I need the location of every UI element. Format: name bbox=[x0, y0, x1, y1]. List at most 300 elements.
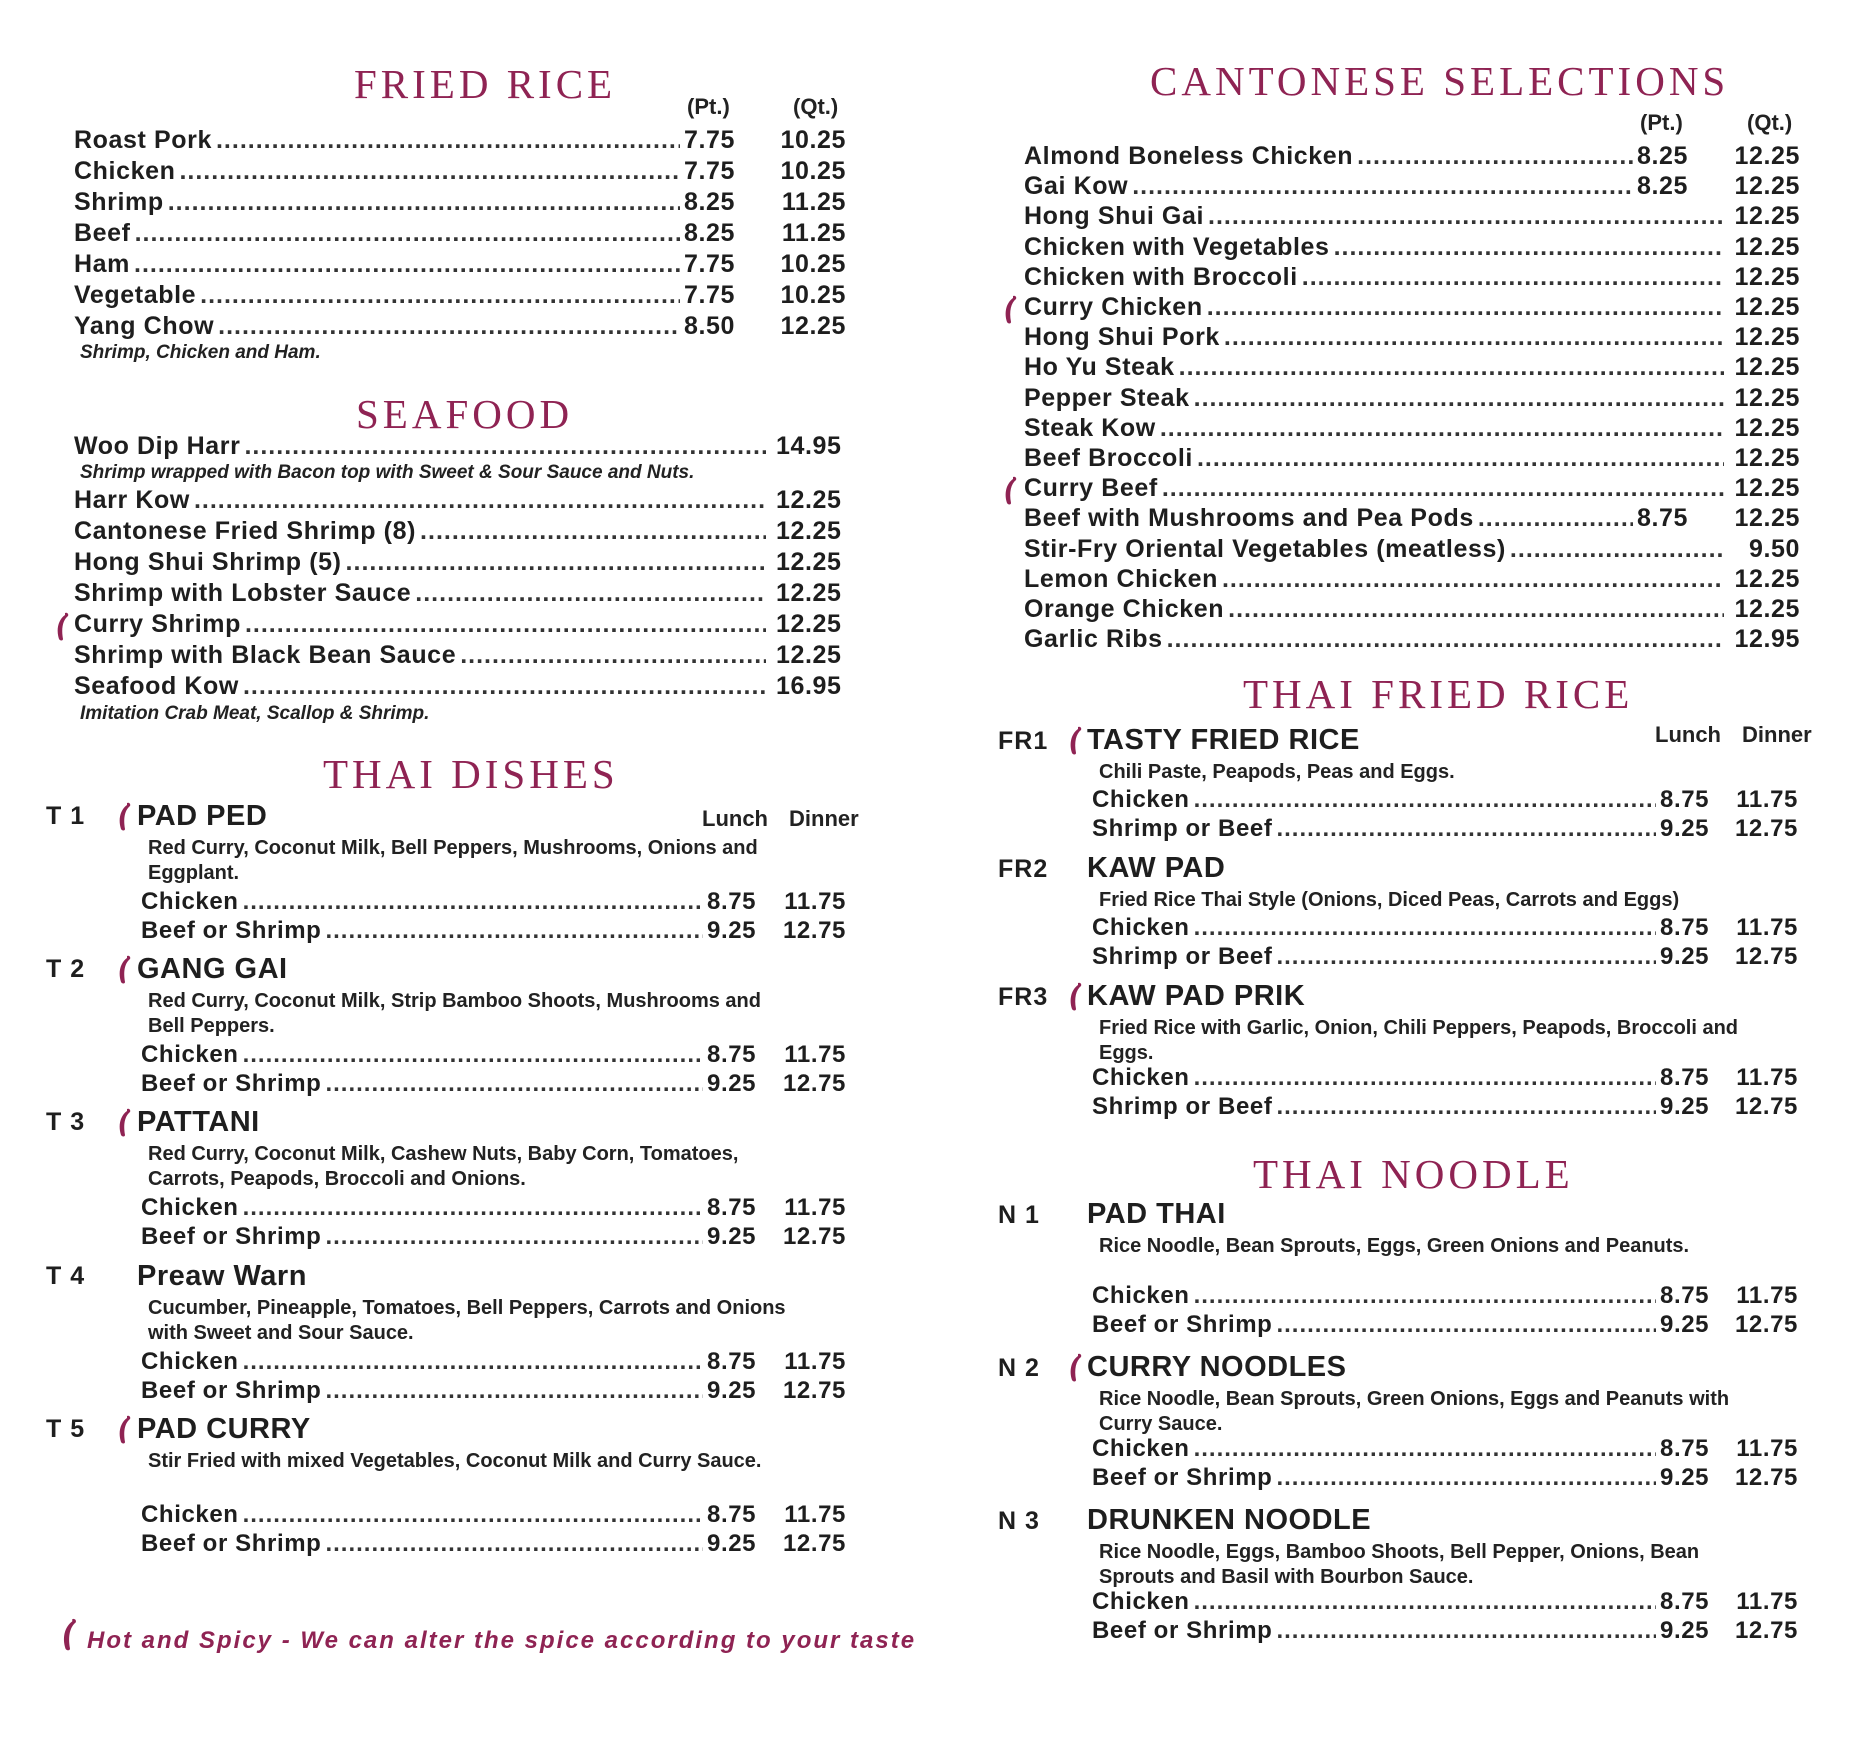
item-name: Beef or Shrimp bbox=[141, 1223, 322, 1250]
price-small: 8.75 bbox=[1660, 1282, 1710, 1309]
price-large: 12.75 bbox=[1734, 943, 1798, 970]
menu-row bbox=[1092, 1093, 1660, 1123]
item-name: Chicken bbox=[141, 1501, 239, 1528]
price-large: 12.75 bbox=[1734, 815, 1798, 842]
menu-row bbox=[1024, 202, 1728, 232]
item-name: Chicken bbox=[1092, 1435, 1190, 1462]
price-large: 11.75 bbox=[1736, 914, 1798, 941]
dot-leader bbox=[1510, 535, 1724, 564]
dish-description: Fried Rice with Garlic, Onion, Chili Peppers, Peapods, Broccoli and Eggs. bbox=[1099, 1017, 1739, 1064]
item-name: Hong Shui Pork bbox=[1024, 323, 1220, 352]
menu-row bbox=[74, 610, 770, 640]
item-name: Beef or Shrimp bbox=[1092, 1311, 1273, 1338]
price-large: 14.95 bbox=[776, 432, 842, 460]
item-name: Hong Shui Gai bbox=[1024, 202, 1205, 231]
price-large: 11.75 bbox=[784, 1501, 846, 1528]
price-large: 12.25 bbox=[1734, 262, 1800, 291]
dot-leader bbox=[1208, 202, 1724, 231]
dot-leader bbox=[1194, 1588, 1656, 1616]
menu-row bbox=[1024, 293, 1728, 323]
pepper-icon bbox=[1004, 476, 1018, 506]
menu-row bbox=[1024, 625, 1728, 655]
menu-row bbox=[74, 579, 770, 609]
item-name: Chicken bbox=[141, 1194, 239, 1221]
menu-row bbox=[74, 281, 684, 311]
item-name: Beef or Shrimp bbox=[141, 1070, 322, 1097]
dot-leader bbox=[1276, 1093, 1656, 1121]
pepper-icon bbox=[62, 1618, 78, 1652]
price-small: 9.25 bbox=[1660, 1464, 1710, 1491]
menu-row bbox=[141, 1348, 707, 1378]
dinner-header: Dinner bbox=[789, 806, 859, 831]
pepper-icon bbox=[1069, 982, 1083, 1012]
dish-code: FR3 bbox=[998, 983, 1049, 1011]
menu-row bbox=[1024, 263, 1728, 293]
price-large: 12.75 bbox=[782, 1070, 846, 1097]
dish-code: N 1 bbox=[998, 1201, 1040, 1229]
price-large: 12.25 bbox=[1734, 293, 1800, 321]
dish-code: FR1 bbox=[998, 727, 1049, 755]
menu-row bbox=[74, 250, 684, 280]
dot-leader bbox=[243, 1194, 703, 1222]
price-small: 8.50 bbox=[684, 312, 736, 340]
dot-leader bbox=[1194, 1435, 1656, 1463]
thai-fried-rice-title: THAI FRIED RICE bbox=[1243, 671, 1634, 717]
price-large: 12.25 bbox=[1734, 142, 1800, 170]
lunch-header-right: Lunch bbox=[1655, 722, 1721, 747]
dish-name: CURRY NOODLES bbox=[1087, 1351, 1347, 1383]
price-small: 8.75 bbox=[707, 1501, 757, 1528]
quart-header-right: (Qt.) bbox=[1747, 110, 1793, 135]
item-name: Beef with Mushrooms and Pea Pods bbox=[1024, 504, 1474, 533]
price-small: 9.25 bbox=[707, 1530, 757, 1557]
dish-name: KAW PAD bbox=[1087, 852, 1226, 884]
item-name: Beef or Shrimp bbox=[141, 1377, 322, 1404]
dot-leader bbox=[1207, 293, 1724, 322]
dot-leader bbox=[420, 517, 766, 546]
dot-leader bbox=[1334, 233, 1724, 262]
menu-row bbox=[1024, 565, 1728, 595]
menu-row bbox=[1092, 1588, 1660, 1618]
dot-leader bbox=[244, 432, 766, 461]
dot-leader bbox=[168, 188, 680, 217]
item-name: Chicken bbox=[74, 157, 176, 185]
dish-name: Preaw Warn bbox=[137, 1260, 307, 1292]
price-large: 10.25 bbox=[780, 126, 846, 154]
menu-row bbox=[1024, 353, 1728, 383]
item-name: Chicken bbox=[141, 1041, 239, 1068]
price-large: 12.75 bbox=[1734, 1617, 1798, 1644]
item-name: Roast Pork bbox=[74, 126, 212, 154]
dot-leader bbox=[218, 312, 680, 341]
dish-name: PAD PED bbox=[137, 800, 268, 832]
dot-leader bbox=[1276, 943, 1656, 971]
price-small: 7.75 bbox=[684, 157, 736, 185]
dish-name: KAW PAD PRIK bbox=[1087, 980, 1306, 1012]
menu-row bbox=[74, 641, 770, 671]
dish-name: GANG GAI bbox=[137, 953, 288, 985]
dot-leader bbox=[1276, 1311, 1656, 1339]
item-name: Shrimp with Black Bean Sauce bbox=[74, 641, 457, 669]
pepper-icon bbox=[118, 1415, 132, 1445]
price-large: 12.25 bbox=[776, 641, 842, 669]
item-name: Ho Yu Steak bbox=[1024, 353, 1175, 382]
dot-leader bbox=[1160, 414, 1724, 443]
dot-leader bbox=[1194, 1282, 1656, 1310]
dinner-header-right: Dinner bbox=[1742, 722, 1812, 747]
dot-leader bbox=[1162, 474, 1724, 503]
price-small: 9.25 bbox=[707, 1377, 757, 1404]
dot-leader bbox=[179, 157, 680, 186]
menu-row bbox=[1092, 1464, 1660, 1494]
item-name: Vegetable bbox=[74, 281, 197, 309]
price-small: 7.75 bbox=[684, 250, 736, 278]
price-large: 12.75 bbox=[782, 1377, 846, 1404]
menu-row bbox=[74, 126, 684, 156]
menu-row bbox=[1092, 1282, 1660, 1312]
dish-description: Cucumber, Pineapple, Tomatoes, Bell Peppers, Carrots and Onions with Sweet and Sour Sauce. bbox=[148, 1297, 786, 1344]
price-large: 11.75 bbox=[1736, 1588, 1798, 1615]
price-small: 9.25 bbox=[1660, 943, 1710, 970]
item-name: Chicken with Vegetables bbox=[1024, 232, 1330, 261]
dish-description: Fried Rice Thai Style (Onions, Diced Peas, Carrots and Eggs) bbox=[1099, 889, 1680, 911]
price-small: 8.25 bbox=[1637, 142, 1689, 170]
pepper-icon bbox=[1004, 295, 1018, 325]
price-small: 7.75 bbox=[684, 126, 736, 154]
dot-leader bbox=[1228, 595, 1724, 624]
spicy-legend: Hot and Spicy - We can alter the spice according to your taste bbox=[87, 1627, 917, 1654]
pepper-icon bbox=[118, 802, 132, 832]
menu-row bbox=[74, 157, 684, 187]
item-name: Yang Chow bbox=[74, 312, 215, 340]
dot-leader bbox=[243, 672, 766, 701]
yang-chow-note: Shrimp, Chicken and Ham. bbox=[80, 342, 321, 363]
price-small: 8.75 bbox=[1660, 1435, 1710, 1462]
pint-header: (Pt.) bbox=[687, 94, 730, 119]
price-large: 10.25 bbox=[780, 281, 846, 309]
menu-row bbox=[1024, 233, 1728, 263]
price-small: 8.25 bbox=[684, 188, 736, 216]
item-name: Shrimp or Beef bbox=[1092, 815, 1273, 842]
dish-code: T 4 bbox=[46, 1262, 86, 1290]
dish-description: Red Curry, Coconut Milk, Strip Bamboo Shoots, Mushrooms and Bell Peppers. bbox=[148, 990, 761, 1037]
pepper-icon bbox=[56, 612, 70, 642]
price-small: 9.25 bbox=[707, 1070, 757, 1097]
price-large: 11.25 bbox=[781, 219, 846, 247]
menu-row bbox=[141, 1194, 707, 1224]
menu-row bbox=[1092, 914, 1660, 944]
item-name: Chicken bbox=[1092, 1282, 1190, 1309]
item-name: Shrimp bbox=[74, 188, 164, 216]
dish-code: N 2 bbox=[998, 1354, 1040, 1382]
price-small: 8.75 bbox=[707, 1194, 757, 1221]
dot-leader bbox=[1194, 914, 1656, 942]
item-name: Curry Shrimp bbox=[74, 610, 241, 638]
price-large: 9.50 bbox=[1748, 534, 1800, 563]
price-small: 8.75 bbox=[1660, 786, 1710, 813]
price-large: 12.95 bbox=[1734, 625, 1800, 654]
item-name: Beef or Shrimp bbox=[1092, 1464, 1273, 1491]
price-small: 9.25 bbox=[1660, 1617, 1710, 1644]
dish-code: T 3 bbox=[46, 1108, 86, 1136]
dish-description: Stir Fried with mixed Vegetables, Coconut Milk and Curry Sauce. bbox=[148, 1450, 762, 1472]
item-name: Beef or Shrimp bbox=[1092, 1617, 1273, 1644]
price-small: 9.25 bbox=[1660, 1311, 1710, 1338]
menu-row bbox=[1092, 815, 1660, 845]
item-name: Gai Kow bbox=[1024, 172, 1129, 201]
dot-leader bbox=[194, 486, 766, 515]
menu-row bbox=[141, 1530, 707, 1560]
menu-row bbox=[141, 1377, 707, 1407]
dish-description: Rice Noodle, Eggs, Bamboo Shoots, Bell Pepper, Onions, Bean Sprouts and Basil with Bourbon Sauce. bbox=[1099, 1541, 1700, 1588]
item-name: Stir-Fry Oriental Vegetables (meatless) bbox=[1024, 534, 1506, 563]
dot-leader bbox=[1276, 1617, 1656, 1645]
price-small: 8.75 bbox=[1660, 1064, 1710, 1091]
menu-row bbox=[141, 1070, 707, 1100]
pint-header-right: (Pt.) bbox=[1640, 110, 1683, 135]
menu-row bbox=[141, 1501, 707, 1531]
price-large: 12.25 bbox=[776, 579, 842, 607]
menu-row bbox=[1024, 142, 1637, 172]
item-name: Shrimp or Beef bbox=[1092, 943, 1273, 970]
item-name: Beef bbox=[74, 219, 131, 247]
item-name: Seafood Kow bbox=[74, 672, 239, 700]
price-large: 10.25 bbox=[780, 250, 846, 278]
item-name: Steak Kow bbox=[1024, 413, 1156, 442]
menu-row bbox=[74, 486, 770, 516]
dot-leader bbox=[415, 579, 766, 608]
item-name: Chicken with Broccoli bbox=[1024, 262, 1298, 291]
price-large: 12.75 bbox=[1734, 1311, 1798, 1338]
item-name: Harr Kow bbox=[74, 486, 190, 514]
dish-name: DRUNKEN NOODLE bbox=[1087, 1504, 1372, 1536]
menu-row bbox=[74, 219, 684, 249]
dot-leader bbox=[134, 250, 680, 279]
menu-row bbox=[1024, 444, 1728, 474]
price-large: 12.25 bbox=[776, 610, 842, 638]
dot-leader bbox=[325, 917, 703, 945]
item-name: Chicken bbox=[141, 1348, 239, 1375]
pepper-icon bbox=[118, 1108, 132, 1138]
dot-leader bbox=[1194, 786, 1656, 814]
price-large: 12.25 bbox=[1734, 444, 1800, 472]
dish-description: Red Curry, Coconut Milk, Bell Peppers, Mushrooms, Onions and Eggplant. bbox=[148, 837, 758, 884]
price-large: 12.75 bbox=[1734, 1464, 1798, 1491]
price-small: 7.75 bbox=[684, 281, 736, 309]
price-large: 12.25 bbox=[1734, 504, 1800, 533]
dish-name: TASTY FRIED RICE bbox=[1087, 724, 1360, 756]
item-name: Ham bbox=[74, 250, 130, 278]
menu-row bbox=[1024, 504, 1637, 534]
price-small: 8.25 bbox=[1637, 172, 1689, 201]
item-name: Chicken bbox=[1092, 914, 1190, 941]
dish-code: N 3 bbox=[998, 1507, 1040, 1535]
menu-row bbox=[74, 188, 684, 218]
dish-code: T 5 bbox=[46, 1415, 86, 1443]
item-name: Beef Broccoli bbox=[1024, 444, 1193, 472]
price-small: 9.25 bbox=[1660, 815, 1710, 842]
dot-leader bbox=[243, 888, 703, 916]
price-large: 11.75 bbox=[1736, 1282, 1798, 1309]
price-large: 12.25 bbox=[780, 312, 846, 340]
dish-code: T 2 bbox=[46, 955, 86, 983]
dot-leader bbox=[1222, 565, 1724, 594]
pepper-icon bbox=[1069, 726, 1083, 756]
price-large: 11.75 bbox=[1736, 786, 1798, 813]
quart-header: (Qt.) bbox=[793, 94, 839, 119]
price-large: 12.75 bbox=[782, 1223, 846, 1250]
dot-leader bbox=[325, 1377, 703, 1405]
item-name: Lemon Chicken bbox=[1024, 564, 1218, 593]
dot-leader bbox=[216, 126, 680, 155]
dot-leader bbox=[346, 548, 766, 577]
pepper-icon bbox=[118, 955, 132, 985]
price-large: 12.25 bbox=[1734, 232, 1800, 261]
menu-row bbox=[74, 548, 770, 578]
fried-rice-title: FRIED RICE bbox=[354, 61, 617, 107]
dot-leader bbox=[243, 1348, 703, 1376]
menu-row bbox=[1092, 1617, 1660, 1647]
thai-dishes-title: THAI DISHES bbox=[323, 751, 619, 797]
dish-description: Chili Paste, Peapods, Peas and Eggs. bbox=[1099, 761, 1455, 783]
menu-row bbox=[141, 888, 707, 918]
seafood-kow-note: Imitation Crab Meat, Scallop & Shrimp. bbox=[80, 703, 430, 724]
price-small: 9.25 bbox=[1660, 1093, 1710, 1120]
menu-row bbox=[1024, 323, 1728, 353]
price-small: 8.25 bbox=[684, 219, 736, 247]
price-small: 8.75 bbox=[1660, 914, 1710, 941]
menu-row bbox=[141, 917, 707, 947]
price-large: 11.75 bbox=[784, 888, 846, 915]
menu-row bbox=[74, 312, 684, 342]
lunch-header: Lunch bbox=[702, 806, 768, 831]
dot-leader bbox=[1357, 142, 1633, 171]
price-large: 12.25 bbox=[1734, 474, 1800, 503]
price-small: 8.75 bbox=[1660, 1588, 1710, 1615]
item-name: Woo Dip Harr bbox=[74, 432, 241, 460]
menu-row bbox=[1024, 535, 1728, 565]
dot-leader bbox=[243, 1501, 703, 1529]
price-small: 8.75 bbox=[707, 1041, 757, 1068]
price-small: 8.75 bbox=[707, 1348, 757, 1375]
item-name: Shrimp with Lobster Sauce bbox=[74, 579, 412, 607]
item-name: Chicken bbox=[141, 888, 239, 915]
item-name: Chicken bbox=[1092, 1064, 1190, 1091]
dot-leader bbox=[1167, 625, 1724, 654]
menu-row bbox=[1092, 1064, 1660, 1094]
price-small: 9.25 bbox=[707, 917, 757, 944]
thai-noodle-title: THAI NOODLE bbox=[1253, 1151, 1574, 1197]
item-name: Beef or Shrimp bbox=[141, 917, 322, 944]
menu-row bbox=[1092, 943, 1660, 973]
dot-leader bbox=[1194, 1064, 1656, 1092]
price-large: 12.25 bbox=[1734, 172, 1800, 201]
dot-leader bbox=[325, 1223, 703, 1251]
dot-leader bbox=[325, 1070, 703, 1098]
menu-row bbox=[141, 1041, 707, 1071]
item-name: Beef or Shrimp bbox=[141, 1530, 322, 1557]
dot-leader bbox=[243, 1041, 703, 1069]
dish-name: PAD THAI bbox=[1087, 1198, 1226, 1230]
dot-leader bbox=[135, 219, 680, 248]
price-large: 10.25 bbox=[780, 157, 846, 185]
price-large: 11.25 bbox=[781, 188, 846, 216]
dish-description: Red Curry, Coconut Milk, Cashew Nuts, Baby Corn, Tomatoes, Carrots, Peapods, Broccoli and Onions. bbox=[148, 1143, 739, 1190]
item-name: Shrimp or Beef bbox=[1092, 1093, 1273, 1120]
dot-leader bbox=[1179, 353, 1724, 382]
menu-row bbox=[1024, 595, 1728, 625]
item-name: Curry Beef bbox=[1024, 474, 1158, 503]
item-name: Chicken bbox=[1092, 786, 1190, 813]
item-name: Curry Chicken bbox=[1024, 293, 1203, 321]
item-name: Almond Boneless Chicken bbox=[1024, 142, 1354, 170]
dot-leader bbox=[1132, 172, 1633, 201]
price-large: 12.25 bbox=[1734, 323, 1800, 352]
price-small: 9.25 bbox=[707, 1223, 757, 1250]
price-large: 12.25 bbox=[1734, 383, 1800, 412]
price-large: 11.75 bbox=[784, 1041, 846, 1068]
dot-leader bbox=[1478, 504, 1633, 533]
dot-leader bbox=[1276, 815, 1656, 843]
item-name: Chicken bbox=[1092, 1588, 1190, 1615]
price-large: 16.95 bbox=[776, 672, 842, 700]
dot-leader bbox=[245, 610, 766, 639]
dot-leader bbox=[1276, 1464, 1656, 1492]
menu-row bbox=[1092, 1311, 1660, 1341]
price-large: 11.75 bbox=[784, 1348, 846, 1375]
cantonese-title: CANTONESE SELECTIONS bbox=[1150, 58, 1730, 104]
dish-code: T 1 bbox=[46, 802, 86, 830]
price-large: 12.25 bbox=[1734, 413, 1800, 442]
price-large: 12.25 bbox=[1734, 353, 1800, 382]
price-large: 11.75 bbox=[1736, 1064, 1798, 1091]
dish-name: PAD CURRY bbox=[137, 1413, 311, 1445]
menu-row bbox=[1024, 384, 1728, 414]
dish-description: Rice Noodle, Bean Sprouts, Green Onions, Eggs and Peanuts with Curry Sauce. bbox=[1099, 1388, 1730, 1435]
item-name: Cantonese Fried Shrimp (8) bbox=[74, 517, 417, 545]
dot-leader bbox=[1224, 323, 1724, 352]
dish-code: FR2 bbox=[998, 855, 1049, 883]
price-small: 8.75 bbox=[1637, 504, 1689, 533]
price-large: 12.75 bbox=[782, 917, 846, 944]
dot-leader bbox=[200, 281, 680, 310]
dot-leader bbox=[1302, 263, 1724, 292]
dot-leader bbox=[1194, 384, 1724, 413]
price-large: 11.75 bbox=[784, 1194, 846, 1221]
dish-name: PATTANI bbox=[137, 1106, 260, 1138]
price-large: 12.25 bbox=[1734, 202, 1800, 231]
dot-leader bbox=[325, 1530, 703, 1558]
price-large: 12.25 bbox=[776, 486, 842, 514]
menu-row bbox=[1024, 474, 1728, 504]
menu-row bbox=[74, 672, 770, 702]
price-large: 12.75 bbox=[1734, 1093, 1798, 1120]
price-large: 12.25 bbox=[1734, 595, 1800, 623]
dot-leader bbox=[1197, 444, 1724, 473]
price-small: 8.75 bbox=[707, 888, 757, 915]
menu-row bbox=[74, 517, 770, 547]
menu-row bbox=[141, 1223, 707, 1253]
menu-row bbox=[1024, 172, 1637, 202]
price-large: 11.75 bbox=[1736, 1435, 1798, 1462]
item-name: Orange Chicken bbox=[1024, 595, 1225, 623]
menu-row bbox=[74, 432, 770, 462]
menu-row bbox=[1092, 1435, 1660, 1465]
dot-leader bbox=[460, 641, 766, 670]
menu-row bbox=[1024, 414, 1728, 444]
price-large: 12.25 bbox=[776, 548, 842, 576]
menu-row bbox=[1092, 786, 1660, 816]
